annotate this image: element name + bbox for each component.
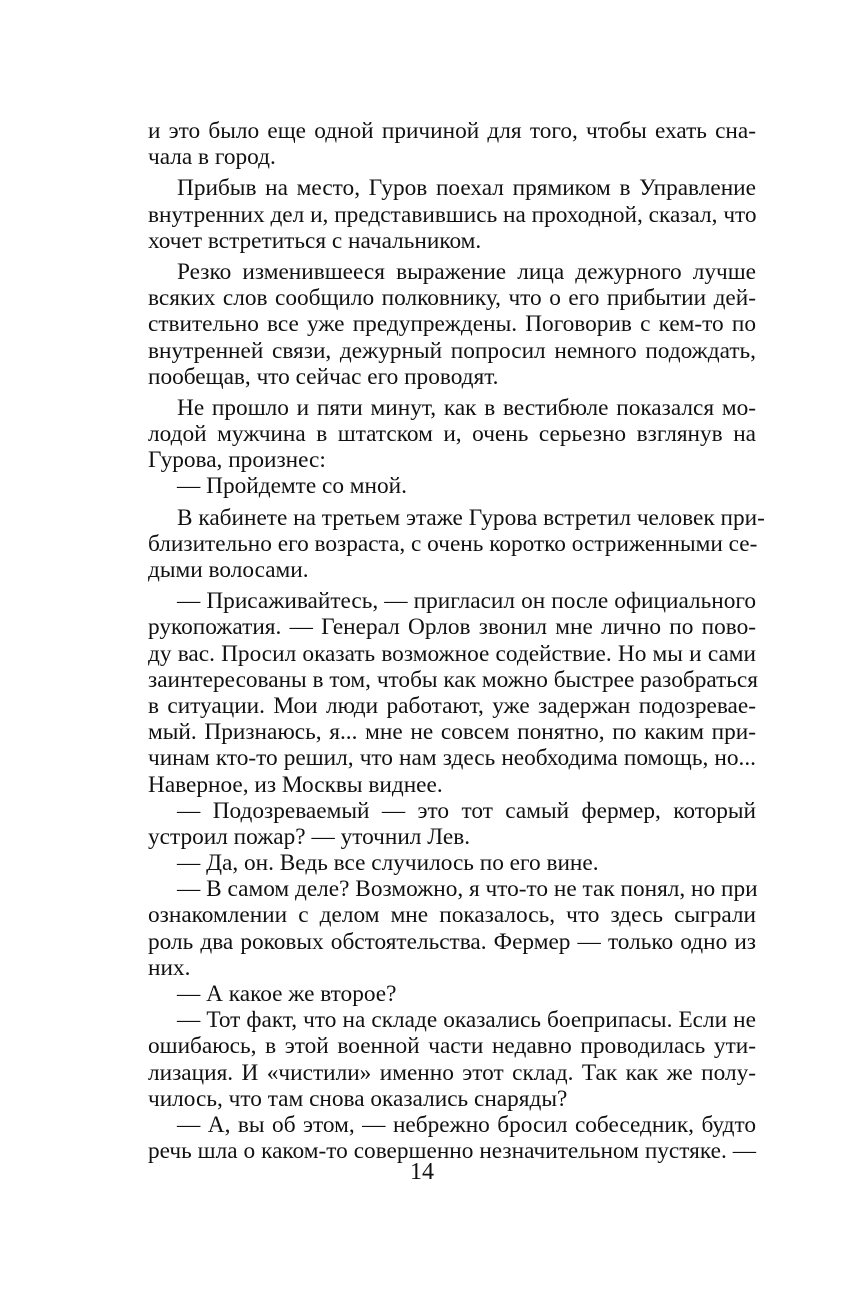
text-line: внутренних дел и, представившись на проходной, сказал, что bbox=[148, 201, 757, 228]
text-line: — А какое же второе? bbox=[177, 981, 397, 1007]
text-line: — А, вы об этом, — небрежно бросил собеседник, будто bbox=[177, 1111, 756, 1138]
text-line: — Пройдемте со мной. bbox=[177, 473, 407, 500]
text-line: и это было еще одной причиной для того, чтобы ехать сна- bbox=[148, 118, 756, 144]
text-line: ошибаюсь, в этой военной части недавно проводилась ути- bbox=[148, 1033, 756, 1060]
text-line: В кабинете на третьем этаже Гурова встретил человек при- bbox=[177, 504, 765, 531]
body-text bbox=[148, 118, 765, 1165]
text-line: Не прошло и пяти минут, как в вестибюле показался мо- bbox=[177, 394, 756, 421]
text-line: роль два роковых обстоятельства. Фермер — только одно из bbox=[148, 928, 756, 955]
text-line: чала в город. bbox=[148, 144, 276, 171]
text-line: ознакомлении с делом мне показалось, что здесь сыграли bbox=[148, 902, 756, 929]
text-line: лизация. И «чистили» именно этот склад. Так как же полу- bbox=[148, 1059, 756, 1086]
text-line: хочет встретиться с начальником. bbox=[148, 227, 482, 254]
text-line: них. bbox=[148, 954, 191, 981]
text-line: Гурова, произнес: bbox=[148, 447, 326, 474]
text-line: Наверное, из Москвы виднее. bbox=[148, 771, 443, 798]
text-line: ствительно все уже предупреждены. Поговорив с кем-то по bbox=[148, 311, 756, 338]
text-line: всяких слов сообщило полковнику, что о его прибытии дей- bbox=[148, 285, 756, 312]
text-line: — В самом деле? Возможно, я что-то не так понял, но при bbox=[177, 876, 758, 903]
text-line: речь шла о каком-то совершенно незначительном пустяке. — bbox=[148, 1138, 756, 1165]
text-line: устроил пожар? — уточнил Лев. bbox=[148, 823, 471, 850]
text-line: лодой мужчина в штатском и, очень серьезно взглянув на bbox=[148, 421, 756, 448]
text-line: Прибыв на место, Гуров поехал прямиком в Управление bbox=[177, 175, 756, 202]
text-line: заинтересованы в том, чтобы как можно быстрее разобраться bbox=[148, 666, 758, 693]
text-line: рукопожатия. — Генерал Орлов звонил мне лично по пово- bbox=[148, 614, 756, 641]
text-line: — Да, он. Ведь все случилось по его вине. bbox=[177, 850, 599, 877]
text-line: Резко изменившееся выражение лица дежурного лучше bbox=[177, 258, 756, 285]
text-line: — Присаживайтесь, — пригласил он после официального bbox=[177, 588, 756, 615]
text-line: внутренней связи, дежурный попросил немного подождать, bbox=[148, 337, 756, 364]
text-line: мый. Признаюсь, я... мне не совсем понятно, по каким при- bbox=[148, 719, 756, 746]
text-line: в ситуации. Мои люди работают, уже задержан подозревае- bbox=[148, 692, 756, 719]
text-line: близительно его возраста, с очень коротко остриженными се- bbox=[148, 530, 758, 557]
text-line: чилось, что там снова оказались снаряды? bbox=[148, 1085, 568, 1112]
page-number: 14 bbox=[410, 1159, 434, 1185]
text-line: — Подозреваемый — это тот самый фермер, который bbox=[177, 797, 756, 824]
text-line: пообещав, что сейчас его проводят. bbox=[148, 363, 499, 390]
text-line: — Тот факт, что на складе оказались боеприпасы. Если не bbox=[177, 1007, 756, 1034]
text-line: чинам кто-то решил, что нам здесь необходима помощь, но... bbox=[148, 745, 756, 772]
text-line: дыми волосами. bbox=[148, 557, 309, 583]
text-line: ду вас. Просил оказать возможное содействие. Но мы и сами bbox=[148, 640, 756, 667]
